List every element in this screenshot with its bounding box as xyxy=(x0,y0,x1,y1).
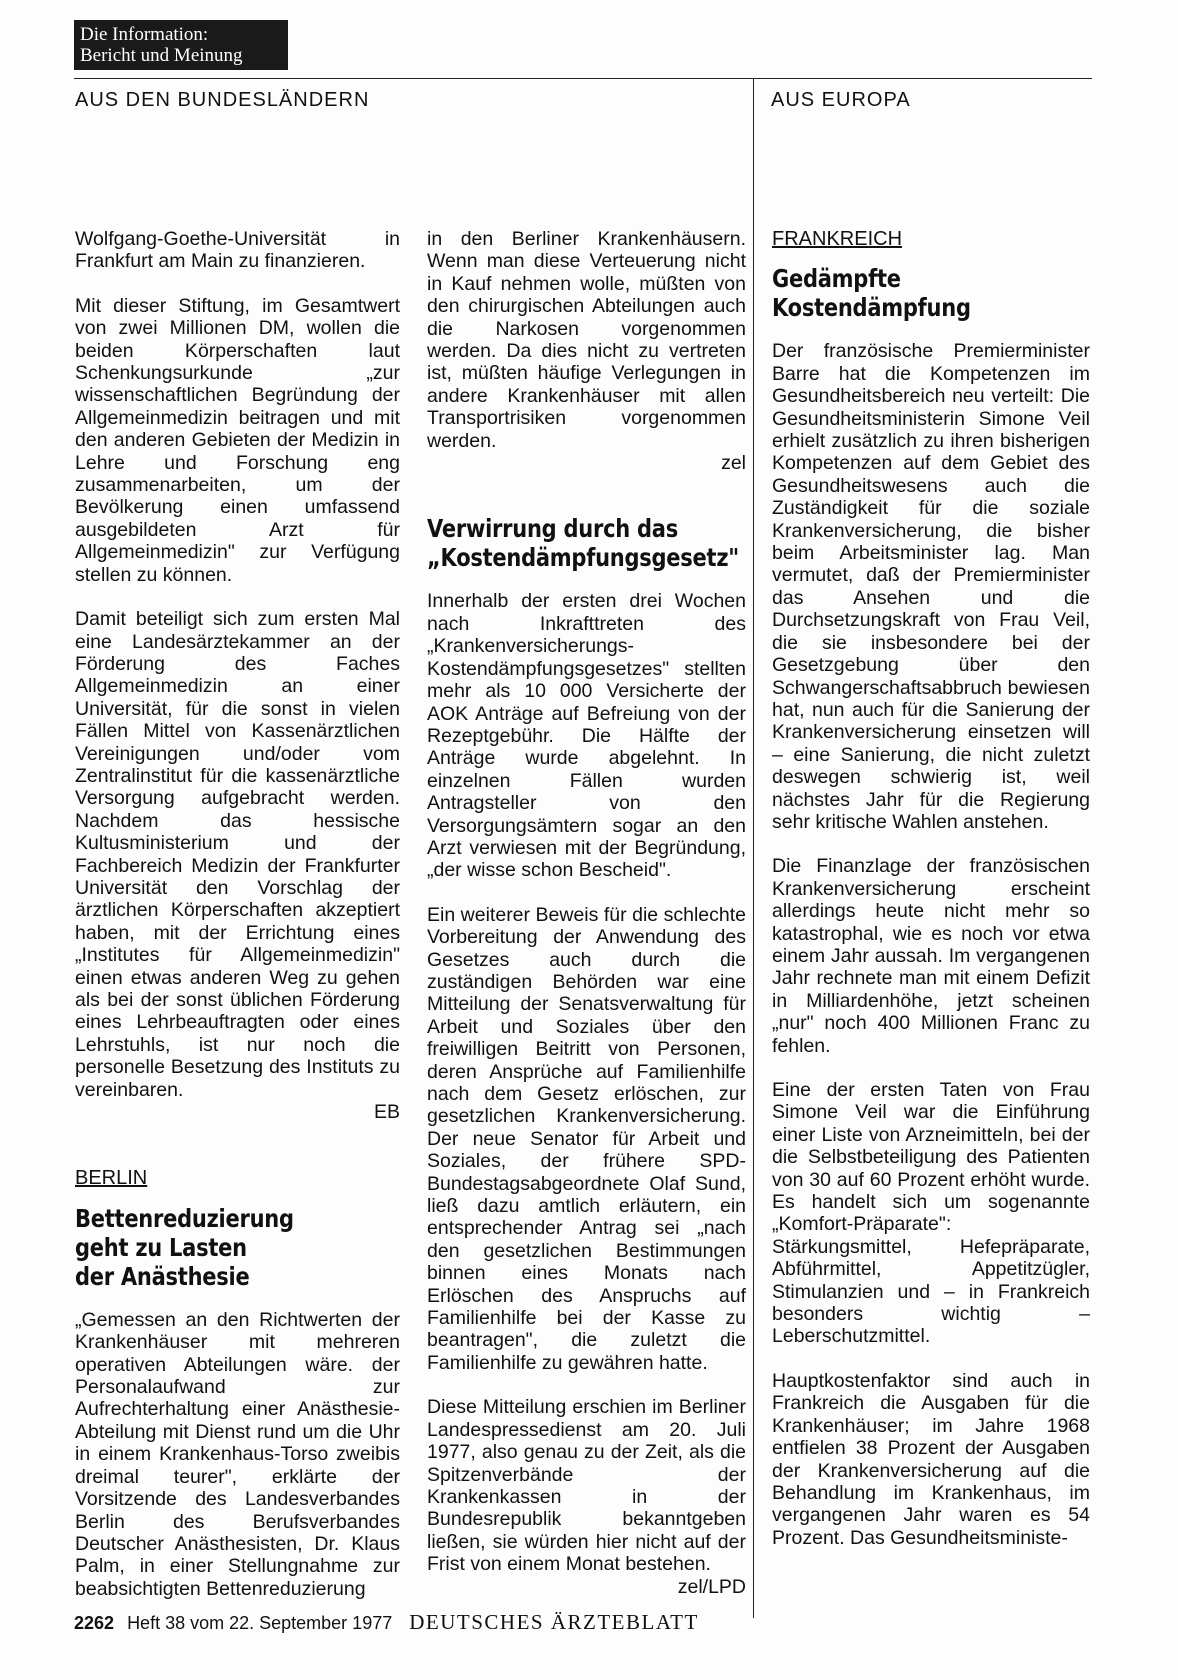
paragraph: „Gemessen an den Richtwerten der Krankenhäuser mit mehreren operativen Abteilungen wäre. der Personalaufwand zur Aufrechterhaltung einer Anästhesie-Abteilung mit Dienst rund um die Uhr in einem Krankenhaus-Torso zweibis dreimal teurer", erklärte der Vorsitzende des Landesverbandes Berlin des Berufsverbandes Deutscher Anästhesisten, Dr. Klaus Palm, in einer Stellungnahme zur beabsichtigten Bettenreduzierung xyxy=(75,1308,400,1600)
publication-name: DEUTSCHES ÄRZTEBLATT xyxy=(409,1610,699,1634)
page-number: 2262 xyxy=(74,1613,115,1633)
column-1 xyxy=(75,228,400,1622)
paragraph: Innerhalb der ersten drei Wochen nach Inkrafttreten des „Krankenversicherungs-Kostendämpfungsgesetzes" stellten mehr als 10 000 Versicherte der AOK Anträge auf Befreiung von der Rezeptgebühr. Die Hälfte der Anträge wurde abgelehnt. In einzelnen Fällen wurden Antragsteller von den Versorgungsämtern sogar an den Arzt verwiesen mit der Begründung, „der wisse schon Bescheid". xyxy=(427,590,746,882)
paragraph-text: Damit beteiligt sich zum ersten Mal eine Landesärztekammer an der Förderung des Faches Allgemeinmedizin an einer Universität, für die sonst in vielen Fällen Mittel von Kassenärztlichen Vereinigungen und/oder vom Zentralinstitut für die kassenärztliche Versorgung aufgebracht werden. Nachdem das hessische Kultusministerium und der Fachbereich Medizin der Frankfurter Universität den Vorschlag der ärztlichen Körperschaften akzeptiert haben, mit der Errichtung eines „Institutes für Allgemeinmedizin" einen etwas anderen Weg zu gehen als bei der sonst üblichen Förderung eines Lehrbeauftragten oder eines Lehrstuhls, ist nur noch die personelle Besetzung des Instituts zu vereinbaren. xyxy=(75,608,400,1101)
paragraph: Eine der ersten Taten von Frau Simone Veil war die Einführung einer Liste von Arzneimitteln, bei der die Selbstbeteiligung des Patienten von 30 auf 60 Prozent erhöht wurde. Es handelt sich um sogenannte „Komfort-Präparate": Stärkungsmittel, Hefepräparate, Abführmittel, Appetitzügler, Stimulanzien und – in Frankreich besonders wichtig – Leberschutzmittel. xyxy=(772,1079,1090,1348)
paragraph xyxy=(75,608,400,1123)
kicker-frankreich: FRANKREICH xyxy=(772,228,903,250)
header-box xyxy=(74,20,288,70)
headline-line: Gedämpfte xyxy=(772,264,901,294)
headline-berlin xyxy=(75,1204,348,1291)
issue-info: Heft 38 vom 22. September 1977 xyxy=(127,1613,393,1633)
headline-line: geht zu Lasten xyxy=(75,1232,247,1262)
section-label-left: AUS DEN BUNDESLÄNDERN xyxy=(75,89,370,111)
headline-verwirrung xyxy=(427,514,739,573)
headline-line: „Kostendämpfungsgesetz" xyxy=(427,543,739,573)
headline-line: Bettenreduzierung xyxy=(75,1203,294,1233)
paragraph: Ein weiterer Beweis für die schlechte Vorbereitung der Anwendung des Gesetzes auch durch die zuständigen Behörden war eine Mitteilung der Senatsverwaltung für Arbeit und Soziales über den freiwilligen Beitritt von Personen, deren Ansprüche auf Familienhilfe nach dem Gesetz erlöschen, zur gesetzlichen Krankenversicherung. Der neue Senator für Arbeit und Soziales, der frühere SPD-Bundestagsabgeordnete Olaf Sund, ließ dazu amtlich erläutern, ein entsprechender Antrag sei „nach den gesetzlichen Bestimmungen binnen eines Monats nach Erlöschen des Anspruchs auf Familienhilfe bei der Kasse zu beantragen", die zuletzt die Familienhilfe zu gewähren hatte. xyxy=(427,903,746,1374)
paragraph xyxy=(427,228,746,474)
paragraph-text: in den Berliner Krankenhäusern. Wenn man diese Verteuerung nicht in Kauf nehmen wolle, müßten von den chirurgischen Abteilungen auch die Narkosen vorgenommen werden. Da dies nicht zu vertreten ist, müßten häufige Verlegungen in andere Krankenhäuser mit allen Transportrisiken vorgenommen werden. xyxy=(427,228,746,452)
kicker-berlin: BERLIN xyxy=(75,1167,148,1190)
top-rule xyxy=(74,78,1092,79)
paragraph: Mit dieser Stiftung, im Gesamtwert von zwei Millionen DM, wollen die beiden Körperschaften laut Schenkungsurkunde „zur wissenschaftlichen Begründung der Allgemeinmedizin beitragen und mit den anderen Gebieten der Medizin in Lehre und Forschung eng zusammenarbeiten, um der Bevölkerung einen umfassend ausgebildeten Arzt für Allgemeinmedizin" zur Verfügung stellen zu können. xyxy=(75,294,400,586)
header-line-1: Die Information: xyxy=(80,24,209,45)
author-signature: EB xyxy=(373,1101,400,1124)
headline-line: der Anästhesie xyxy=(75,1261,250,1291)
paragraph: Die Finanzlage der französischen Krankenversicherung erscheint allerdings heute nicht mehr so katastrophal, wie es noch vor etwa einem Jahr aussah. Im vergangenen Jahr rechnete man mit einem Defizit in Milliardenhöhe, jetzt scheinen „nur" noch 400 Millionen Franc zu fehlen. xyxy=(772,855,1090,1057)
section-label-right: AUS EUROPA xyxy=(771,89,911,111)
header-line-2: Bericht und Meinung xyxy=(80,45,243,66)
column-divider xyxy=(753,78,754,1618)
column-3 xyxy=(772,228,1090,1571)
column-2 xyxy=(427,228,746,1620)
paragraph: Wolfgang-Goethe-Universität in Frankfurt am Main zu finanzieren. xyxy=(75,228,400,273)
headline-frankreich xyxy=(772,264,1039,322)
paragraph: Der französische Premierminister Barre hat die Kompetenzen im Gesundheitsbereich neu verteilt: Die Gesundheitsministerin Simone Veil erhielt zusätzlich zu ihren bisherigen Kompetenzen auf dem Gebiet des Gesundheitswesens auch die Zuständigkeit für die soziale Krankenversicherung, die bisher beim Arbeitsminister lag. Man vermutet, daß der Premierminister das Ansehen und die Durchsetzungskraft von Frau Veil, die sie insbesondere bei der Gesetzgebung über den Schwangerschaftsabbruch bewiesen hat, nun auch für die Sanierung der Krankenversicherung einsetzen will – eine Sanierung, die nicht zuletzt deswegen schwierig ist, weil nächstes Jahr für die Regierung sehr kritische Wahlen anstehen. xyxy=(772,340,1090,833)
headline-line: Verwirrung durch das xyxy=(427,514,678,544)
author-signature: zel/LPD xyxy=(677,1575,746,1598)
paragraph xyxy=(427,1396,746,1598)
paragraph-text: Diese Mitteilung erschien im Berliner Landespressedienst am 20. Juli 1977, also genau zu der Zeit, als die Spitzenverbände der Krankenkassen in der Bundesrepublik bekanntgeben ließen, sie würden hier nicht auf der Frist von einem Monat bestehen. xyxy=(427,1396,746,1576)
author-signature: zel xyxy=(721,452,746,475)
page-footer xyxy=(74,1610,699,1635)
headline-line: Kostendämpfung xyxy=(772,293,971,323)
paragraph: Hauptkostenfaktor sind auch in Frankreich die Ausgaben für die Krankenhäuser; im Jahre 1968 entfielen 38 Prozent der Ausgaben der Krankenversicherung auf die Behandlung im Krankenhaus, im vergangenen Jahr waren es 54 Prozent. Das Gesundheitsministe- xyxy=(772,1369,1090,1549)
